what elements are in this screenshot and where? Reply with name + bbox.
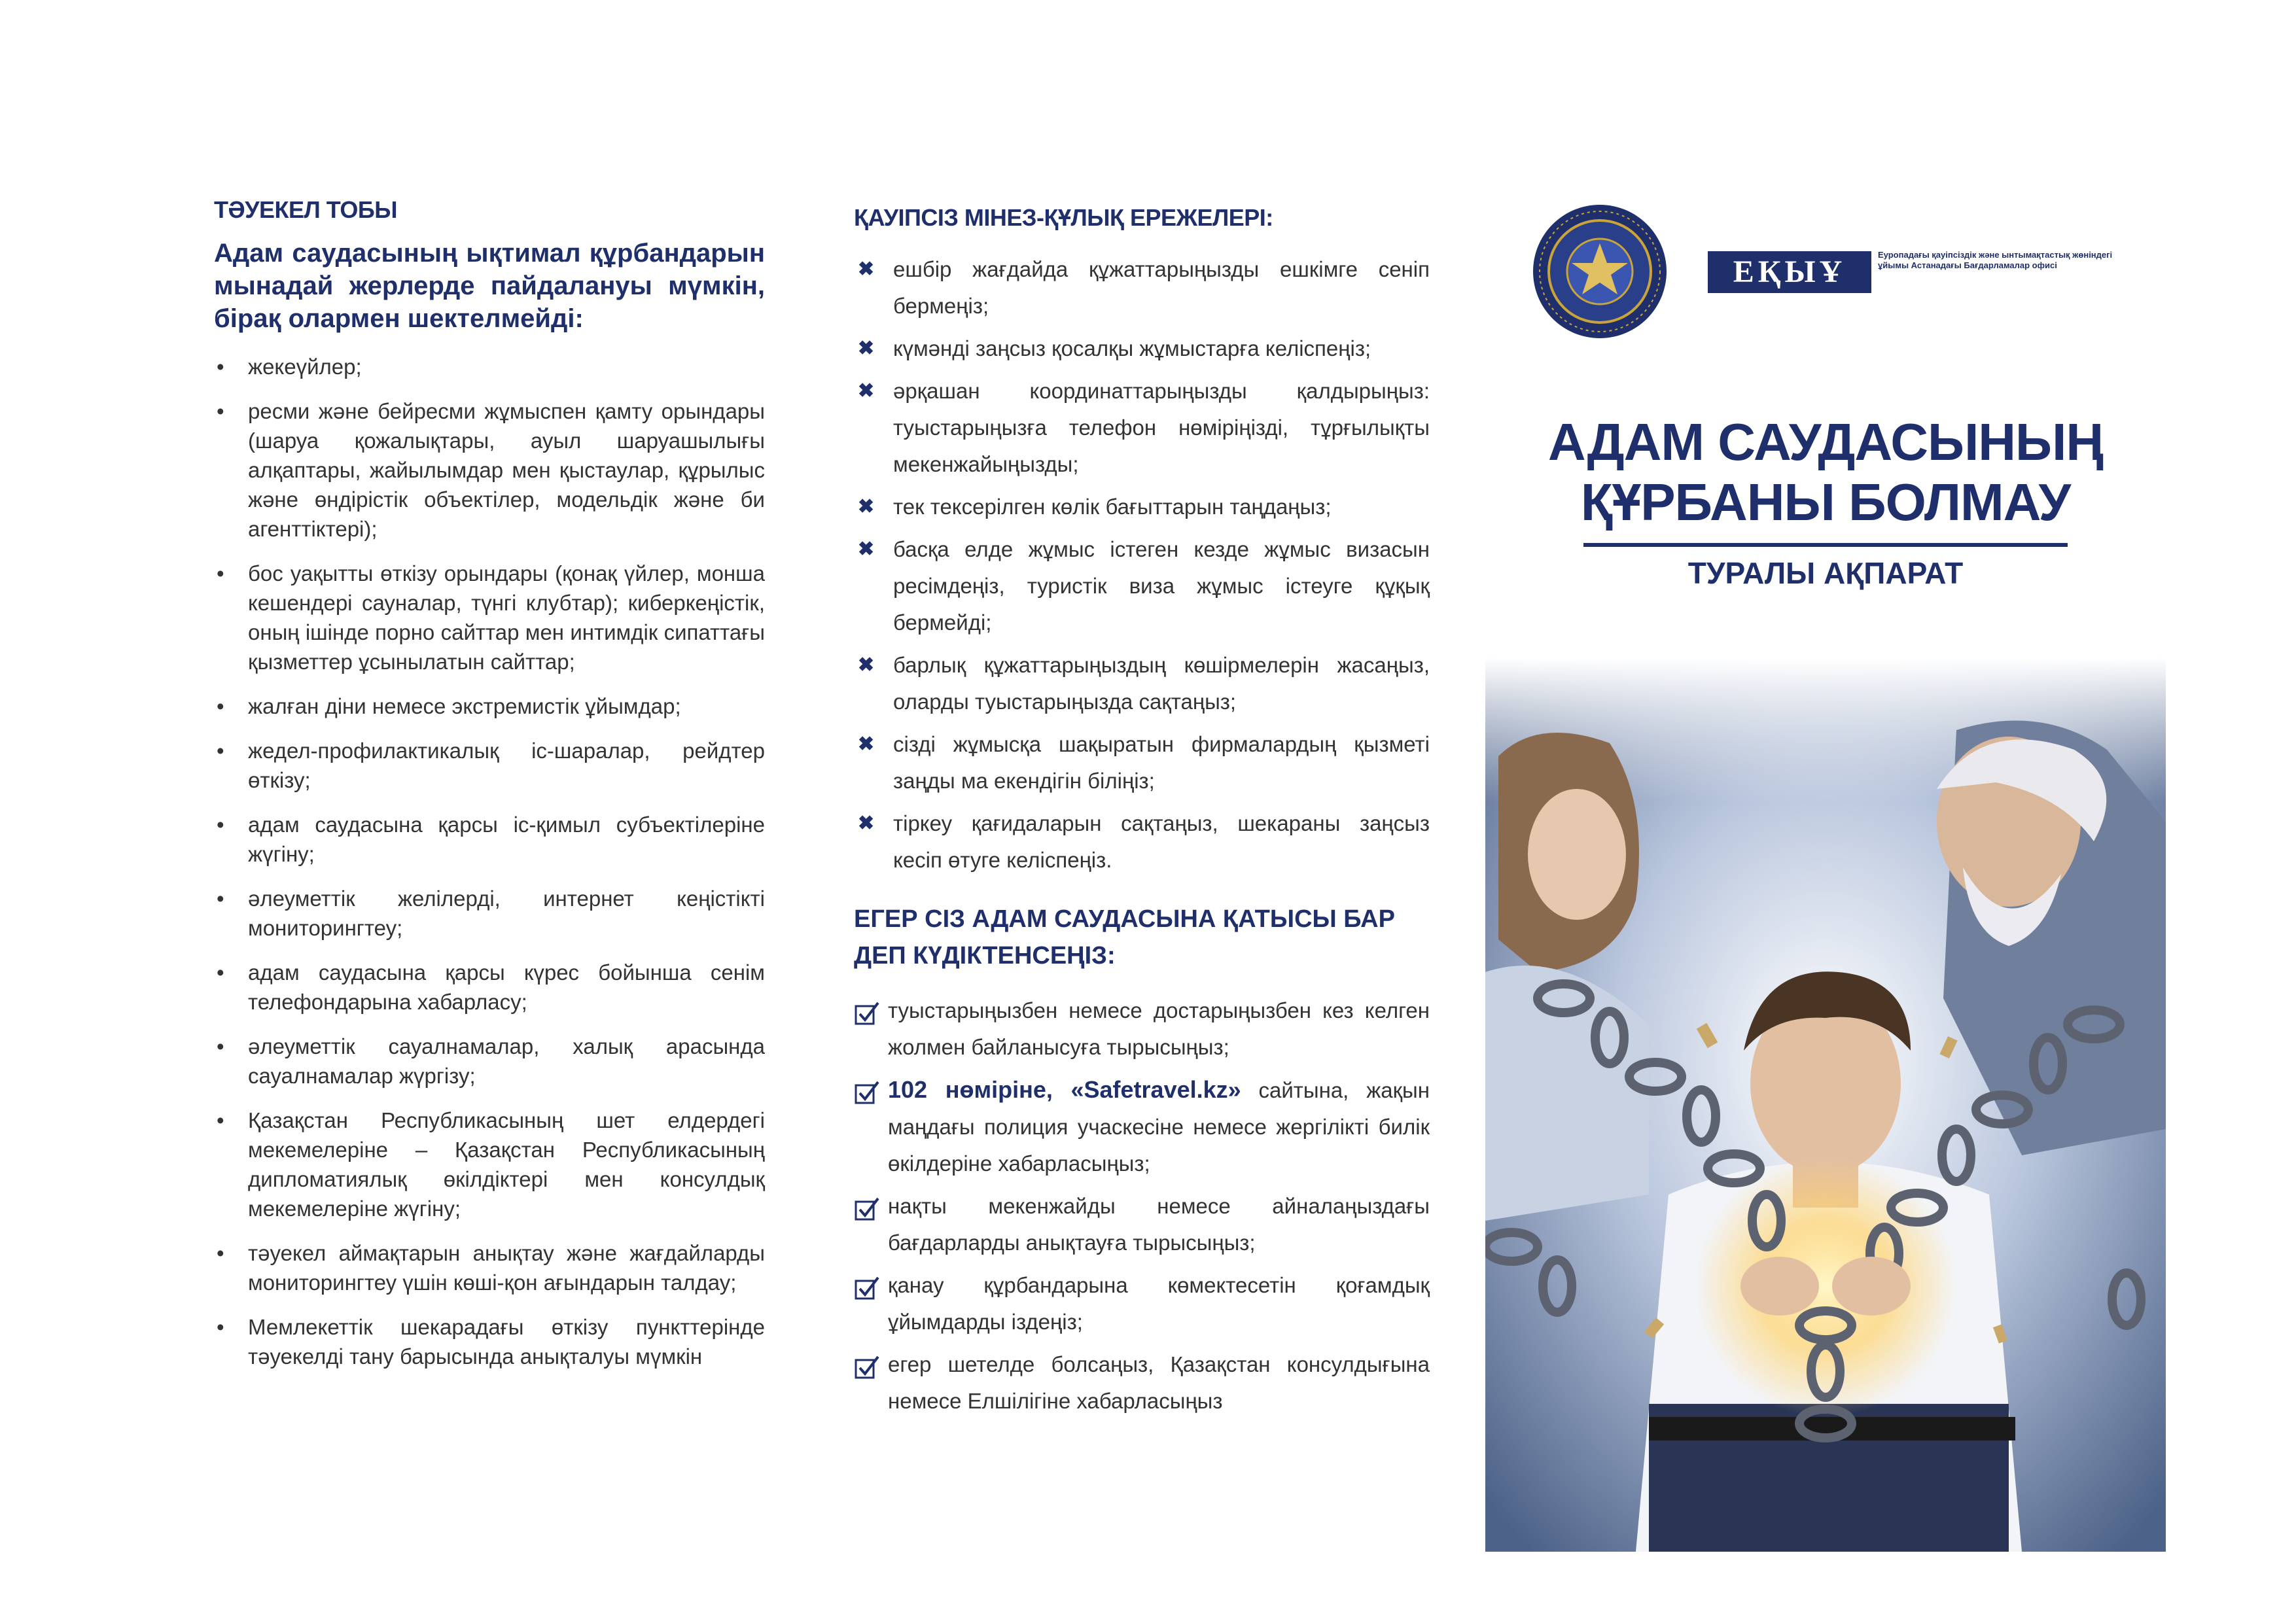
- list-item: • жалған діни немесе экстремистік ұйымдар;: [217, 694, 681, 718]
- cross-icon: ✖: [858, 733, 875, 755]
- title-divider: [1583, 543, 2068, 547]
- osce-description: Еуропадағы қауіпсіздік және ынтымақтастық жөніндегі ұйымы Астанадағы Бағдарламалар офисі: [1878, 250, 2113, 270]
- suspicion-title: ЕГЕР СІЗ АДАМ САУДАСЫНА ҚАТЫСЫ БАР ДЕП КҮДІКТЕНСЕҢІЗ:: [854, 905, 1395, 969]
- list-item: • адам саудасына қарсы іс-қимыл субъектілеріне жүгіну;: [217, 812, 765, 866]
- list-item: қанау құрбандарына көмектесетін қоғамдық ұйымдарды іздеңіз;: [854, 1267, 1430, 1340]
- list-item: • жекеүйлер;: [217, 355, 362, 379]
- risk-group-list: [214, 352, 765, 1371]
- list-item: • әлеуметтік желілерді, интернет кеңістікті мониторингтеу;: [217, 886, 765, 940]
- list-item: егер шетелде болсаңыз, Қазақстан консулдығына немесе Елшілігіне хабарласыңыз: [854, 1346, 1430, 1420]
- checkbox-checked-icon: [854, 1000, 880, 1026]
- title-line-3: ТУРАЛЫ АҚПАРАТ: [1687, 556, 1964, 590]
- risk-group-title: ТӘУЕКЕЛ ТОБЫ: [214, 196, 397, 223]
- ministry-emblem-icon: [1531, 203, 1669, 340]
- chained-man-illustration: [1485, 658, 2166, 1552]
- list-item: • ресми және бейресми жұмыспен қамту орындары (шаруа қожалықтары, ауыл шаруашылығы алқаптары, жайылымдар мен қыстаулар, құрылыс және өндірістік объектілер, модельдік және би агенттіктері);: [217, 399, 765, 541]
- safety-rules-title: ҚАУІПСІЗ МІНЕЗ-ҚҰЛЫҚ ЕРЕЖЕЛЕРІ:: [854, 204, 1273, 231]
- list-item: • Қазақстан Республикасының шет елдердегі мекемелеріне – Қазақстан Республикасының дипломатиялық өкілдіктері мен консулдық мекемелеріне жүгіну;: [217, 1108, 765, 1221]
- list-item: • әлеуметтік сауалнамалар, халық арасында сауалнамалар жүргізу;: [217, 1034, 765, 1088]
- safety-rules-list: [854, 251, 1430, 879]
- list-item: ✖ күмәнді заңсыз қосалқы жұмыстарға келіспеңіз;: [854, 330, 1430, 367]
- suspicion-actions-list: [854, 992, 1430, 1420]
- list-item: ✖ ешбір жағдайда құжаттарыңызды ешкімге сеніп бермеңіз;: [854, 251, 1430, 324]
- list-item: ✖ басқа елде жұмыс істеген кезде жұмыс визасын ресімдеңіз, туристік виза жұмыс істеуге құқық бермейді;: [854, 531, 1430, 641]
- cross-icon: ✖: [858, 654, 875, 676]
- checkbox-checked-icon: [854, 1079, 880, 1106]
- checkbox-checked-icon: [854, 1196, 880, 1222]
- list-item: ✖ барлық құжаттарыңыздың көшірмелерін жасаңыз, оларды туыстарыңызда сақтаңыз;: [854, 647, 1430, 720]
- list-item: 102 нөміріне, «Safetravel.kz» сайтына, жақын маңдағы полиция учаскесіне немесе жергілікті билік өкілдеріне хабарласыңыз;: [854, 1072, 1430, 1182]
- risk-group-column: [214, 196, 765, 1386]
- list-item: ✖ әрқашан координаттарыңызды қалдырыңыз: туыстарыңызға телефон нөміріңізді, тұрғылықты мекенжайыңызды;: [854, 373, 1430, 483]
- list-item: • адам саудасына қарсы күрес бойынша сенім телефондарына хабарласу;: [217, 960, 765, 1014]
- checkbox-checked-icon: [854, 1275, 880, 1301]
- cross-icon: ✖: [858, 258, 875, 280]
- cross-icon: ✖: [858, 380, 875, 402]
- title-line-1: АДАМ САУДАСЫНЫҢ: [1547, 413, 2104, 471]
- risk-group-intro: Адам саудасының ықтимал құрбандарын мынадай жерлерде пайдалануы мүмкін, бірақ олармен шектелмейді:: [214, 239, 765, 333]
- list-item: нақты мекенжайды немесе айналаңыздағы бағдарларды анықтауға тырысыңыз;: [854, 1188, 1430, 1261]
- list-item: • тәуекел аймақтарын анықтау және жағдайларды мониторингтеу үшін көші-қон ағындарын талдау;: [217, 1241, 765, 1295]
- checkbox-checked-icon: [854, 1354, 880, 1380]
- cross-icon: ✖: [858, 338, 875, 359]
- list-item: туыстарыңызбен немесе достарыңызбен кез келген жолмен байланысуға тырысыңыз;: [854, 992, 1430, 1066]
- safety-rules-column: [854, 204, 1430, 1425]
- list-item: ✖ сізді жұмысқа шақыратын фирмалардың қызметі заңды ма екендігін біліңіз;: [854, 726, 1430, 799]
- osce-logo: ЕҚЫҰ: [1708, 251, 1871, 293]
- title-line-2: ҚҰРБАНЫ БОЛМАУ: [1580, 473, 2071, 531]
- list-item: • жедел-профилактикалық іс-шаралар, рейдтер өткізу;: [217, 739, 765, 792]
- list-item: • Мемлекеттік шекарадағы өткізу пункттерінде тәуекелді тану барысында анықталуы мүмкін: [217, 1315, 765, 1369]
- cover-title: [1485, 412, 2166, 591]
- cross-icon: ✖: [858, 496, 875, 517]
- emergency-number: 102 нөміріне, «Safetravel.kz»: [888, 1076, 1241, 1103]
- cross-icon: ✖: [858, 538, 875, 560]
- list-item: ✖ тіркеу қағидаларын сақтаңыз, шекараны заңсыз кесіп өтуге келіспеңіз.: [854, 805, 1430, 879]
- logos-row: [1531, 196, 2159, 347]
- list-item: • бос уақытты өткізу орындары (қонақ үйлер, монша кешендері сауналар, түнгі клубтар); киберкеңістік, оның ішінде порно сайттар мен интимдік сипаттағы қызметтер ұсынылатын сайттар;: [217, 561, 765, 674]
- cover-illustration: [1485, 658, 2166, 1552]
- list-item: ✖ тек тексерілген көлік бағыттарын таңдаңыз;: [854, 489, 1430, 525]
- cross-icon: ✖: [858, 812, 875, 834]
